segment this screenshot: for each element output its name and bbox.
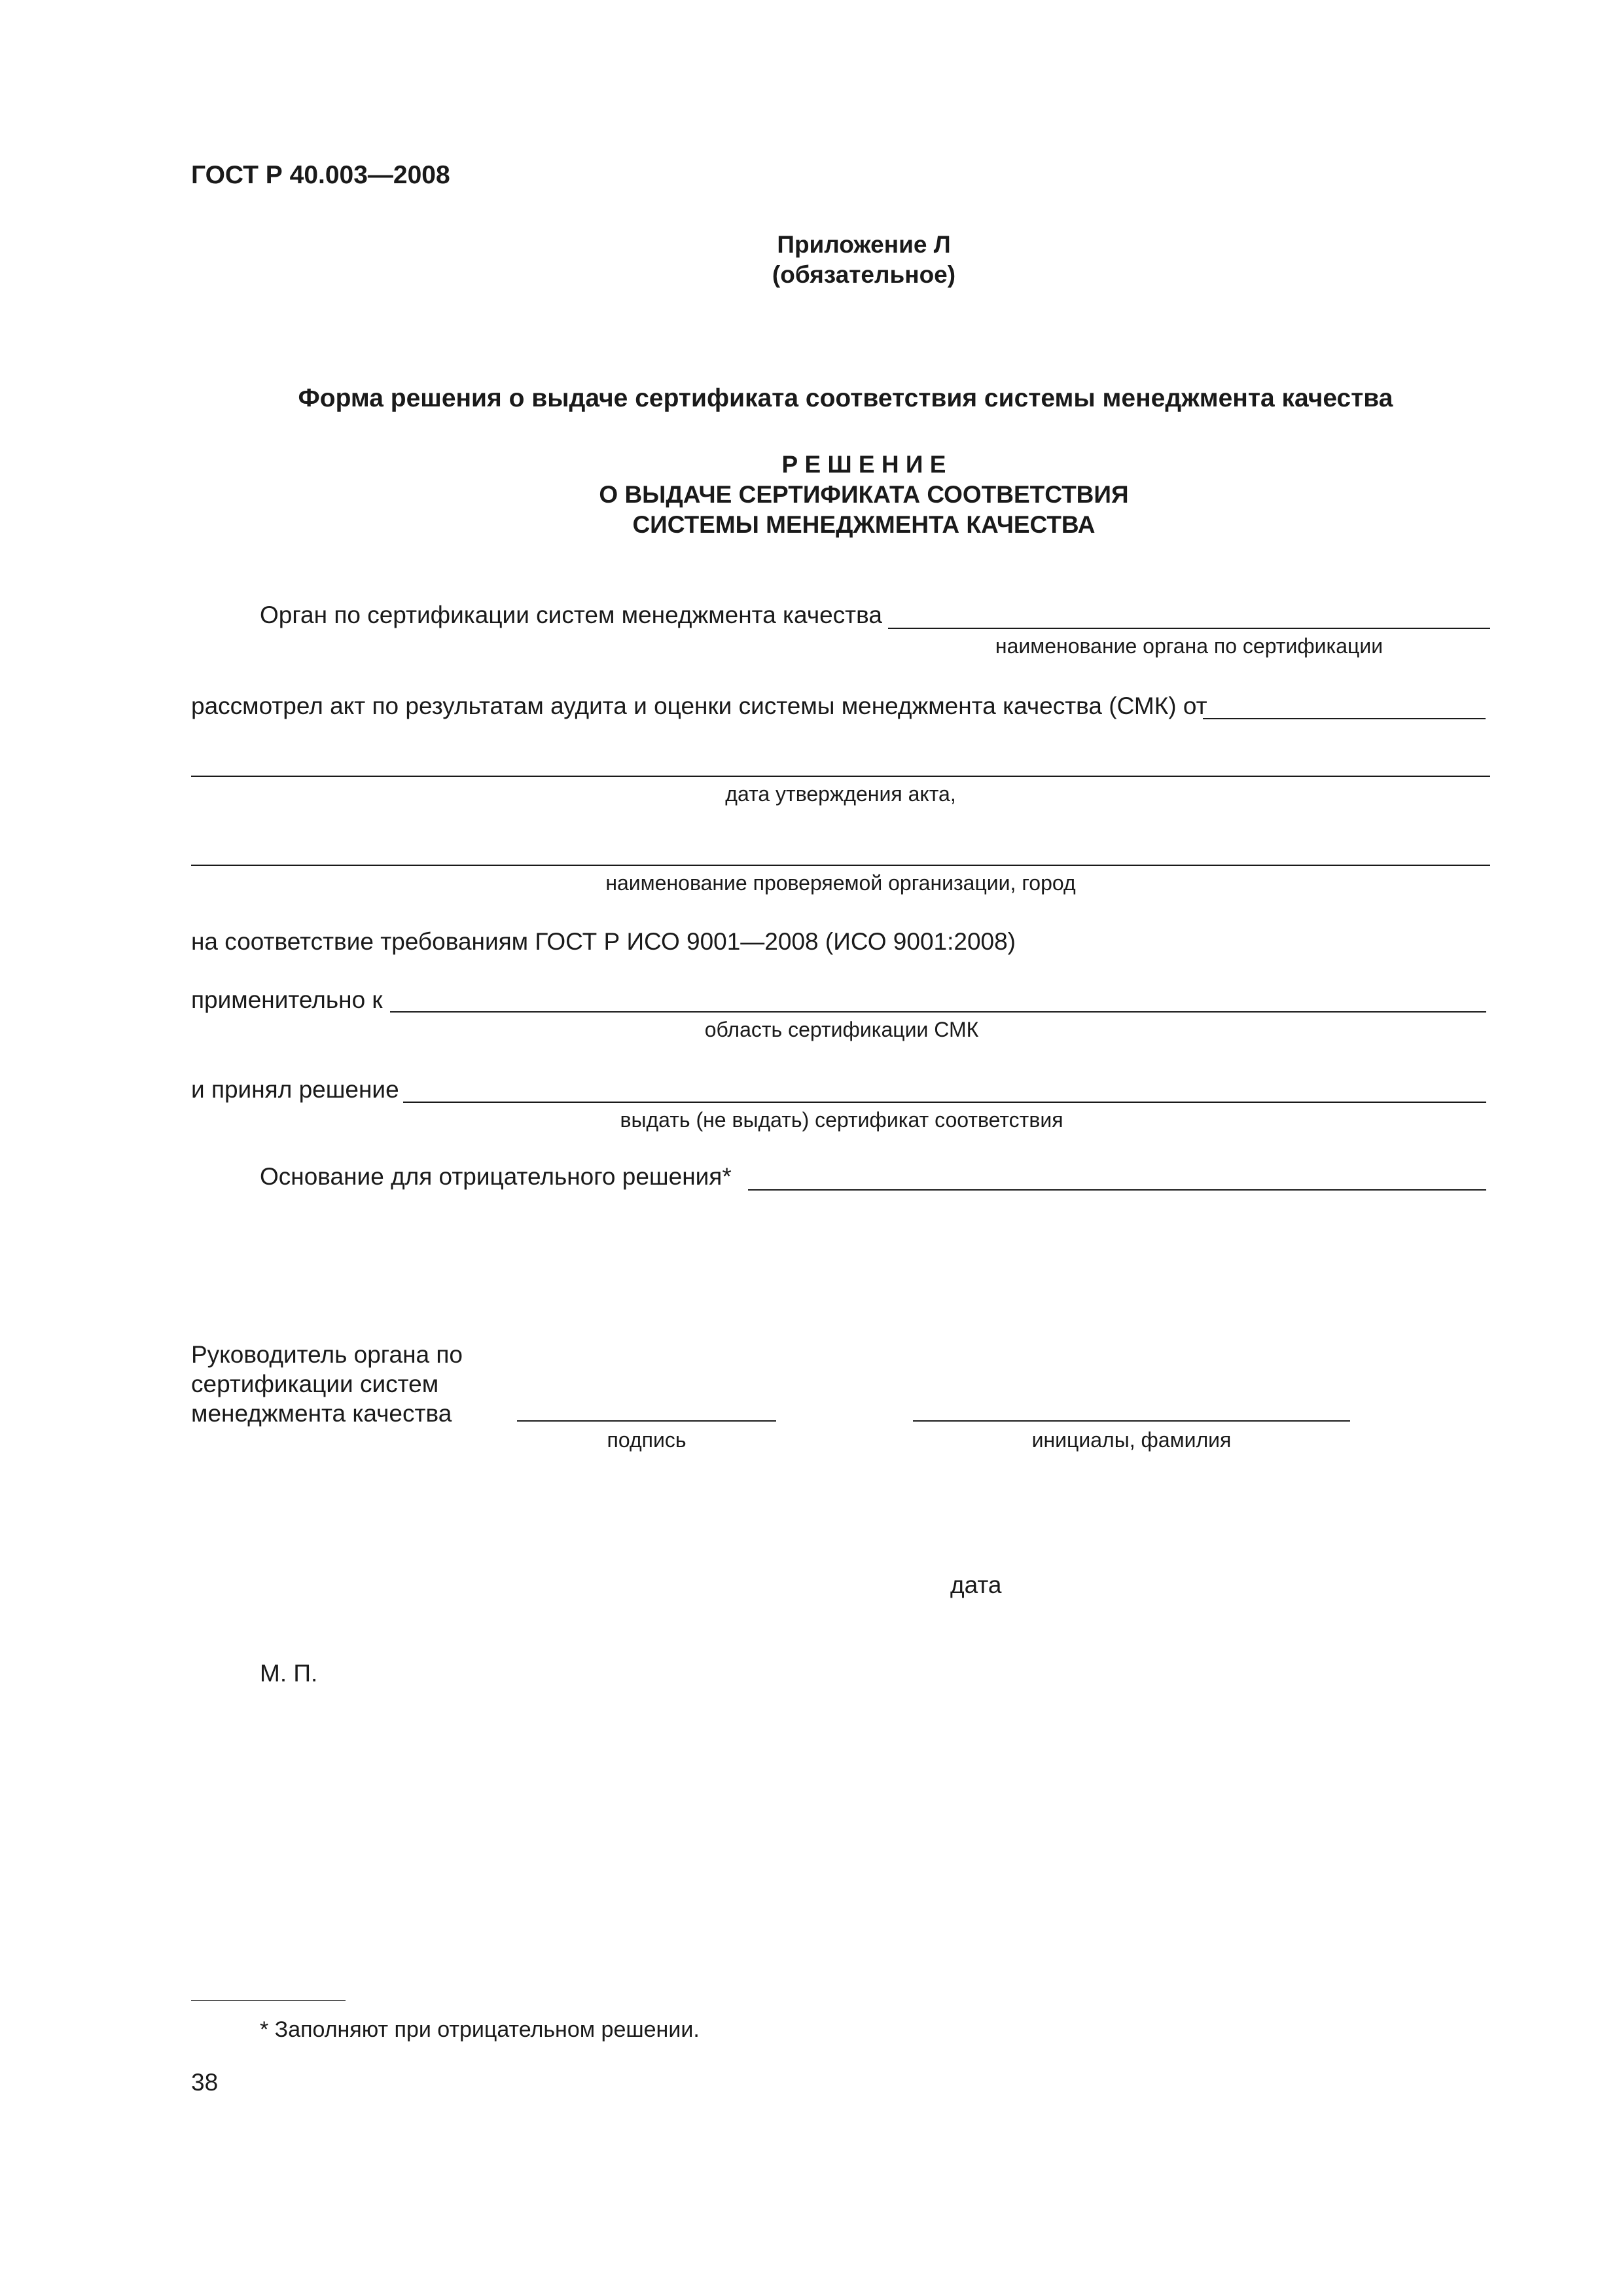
decision-label: и принял решение — [191, 1076, 399, 1103]
organization-input-line[interactable] — [191, 865, 1490, 866]
appendix-status: (обязательное) — [772, 261, 956, 288]
head-title-line-1: Руководитель органа по — [191, 1341, 463, 1368]
date-label: дата — [950, 1571, 1002, 1598]
negative-basis-input-line[interactable] — [748, 1189, 1486, 1191]
act-date-full-line[interactable] — [191, 776, 1490, 777]
organ-input-line[interactable] — [888, 628, 1490, 629]
scope-caption: область сертификации СМК — [704, 1018, 979, 1041]
stamp-label: М. П. — [260, 1660, 318, 1687]
appendix-title: Приложение Л — [777, 231, 951, 258]
head-title-line-3: менеджмента качества — [191, 1400, 452, 1427]
applicable-label: применительно к — [191, 986, 383, 1013]
name-caption: инициалы, фамилия — [1031, 1428, 1232, 1452]
decision-caption: выдать (не выдать) сертификат соответствия — [620, 1108, 1063, 1132]
scope-input-line[interactable] — [390, 1011, 1486, 1013]
decision-subtitle-1: О ВЫДАЧЕ СЕРТИФИКАТА СООТВЕТСТВИЯ — [599, 481, 1129, 508]
organization-caption: наименование проверяемой организации, город — [605, 871, 1076, 895]
form-heading: Форма решения о выдаче сертификата соответствия системы менеджмента качества — [298, 384, 1393, 412]
reviewed-label: рассмотрел акт по результатам аудита и оценки системы менеджмента качества (СМК) от — [191, 692, 1207, 719]
footnote-separator — [191, 2000, 346, 2001]
organ-caption: наименование органа по сертификации — [995, 634, 1383, 658]
footnote-text: * Заполняют при отрицательном решении. — [260, 2017, 700, 2042]
compliance-text: на соответствие требованиям ГОСТ Р ИСО 9001—2008 (ИСО 9001:2008) — [191, 928, 1016, 955]
head-title-line-2: сертификации систем — [191, 1371, 439, 1397]
negative-basis-label: Основание для отрицательного решения* — [260, 1163, 732, 1190]
name-input-line[interactable] — [913, 1420, 1350, 1422]
organ-label: Орган по сертификации систем менеджмента качества — [260, 601, 882, 628]
signature-caption: подпись — [607, 1428, 687, 1452]
decision-subtitle-2: СИСТЕМЫ МЕНЕДЖМЕНТА КАЧЕСТВА — [632, 511, 1096, 538]
signature-input-line[interactable] — [517, 1420, 776, 1422]
decision-title: Р Е Ш Е Н И Е — [781, 451, 946, 478]
act-date-caption: дата утверждения акта, — [725, 782, 956, 806]
standard-id: ГОСТ Р 40.003—2008 — [191, 161, 450, 189]
act-date-input-line[interactable] — [1203, 718, 1486, 719]
decision-input-line[interactable] — [403, 1102, 1486, 1103]
page-number: 38 — [191, 2069, 219, 2096]
